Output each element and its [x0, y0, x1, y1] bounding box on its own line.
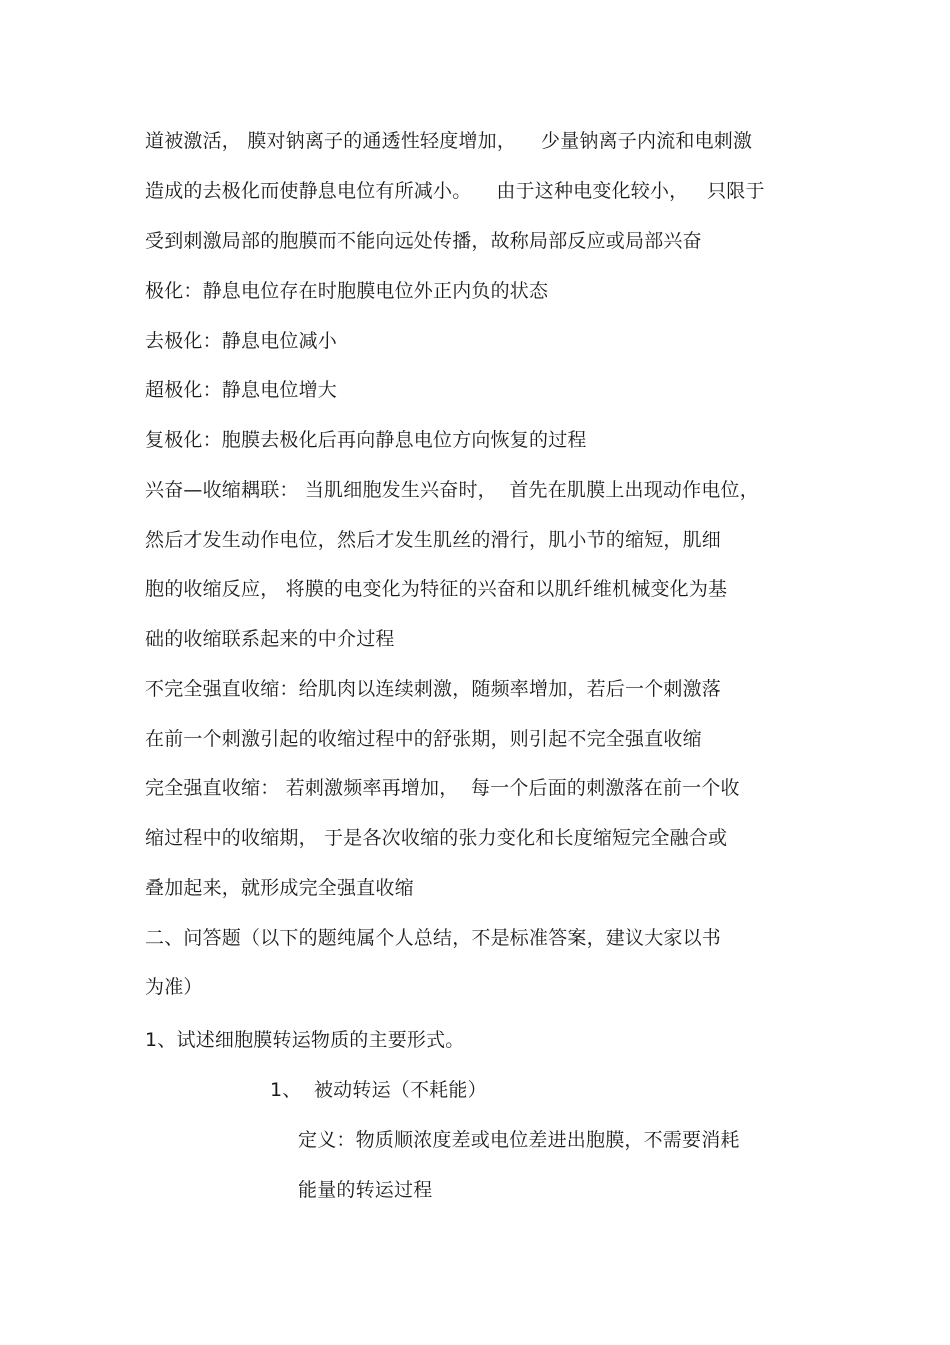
- definition-repolarization: 复极化：胞膜去极化后再向静息电位方向恢复的过程: [145, 429, 587, 451]
- paragraph-line: 胞的收缩反应， 将膜的电变化为特征的兴奋和以肌纤维机械变化为基: [145, 578, 728, 600]
- definition-incomplete-tetanus: 不完全强直收缩：给肌肉以连续刺激，随频率增加，若后一个刺激落: [145, 678, 722, 700]
- paragraph-line: 受到刺激局部的胞膜而不能向远处传播，故称局部反应或局部兴奋: [145, 230, 702, 252]
- answer-definition: 定义：物质顺浓度差或电位差进出胞膜，不需要消耗: [298, 1129, 740, 1151]
- paragraph-line: 缩过程中的收缩期， 于是各次收缩的张力变化和长度缩短完全融合或: [145, 827, 728, 849]
- section-heading: 二、问答题（以下的题纯属个人总结，不是标准答案，建议大家以书: [145, 927, 722, 949]
- answer-definition-continued: 能量的转运过程: [298, 1179, 433, 1201]
- section-heading-continued: 为准）: [145, 976, 203, 998]
- definition-complete-tetanus: 完全强直收缩： 若刺激频率再增加， 每一个后面的刺激落在前一个收: [145, 777, 740, 799]
- answer-item-1: 1、 被动转运（不耗能）: [270, 1079, 487, 1101]
- question-1: 1、试述细胞膜转运物质的主要形式。: [145, 1029, 465, 1051]
- paragraph-line: 道被激活， 膜对钠离子的通透性轻度增加， 少量钠离子内流和电刺激: [145, 130, 753, 152]
- paragraph-line: 在前一个刺激引起的收缩过程中的舒张期，则引起不完全强直收缩: [145, 728, 702, 750]
- definition-depolarization: 去极化：静息电位减小: [145, 330, 338, 352]
- definition-polarization: 极化：静息电位存在时胞膜电位外正内负的状态: [145, 280, 549, 302]
- paragraph-line: 叠加起来，就形成完全强直收缩: [145, 877, 414, 899]
- paragraph-line: 础的收缩联系起来的中介过程: [145, 628, 395, 650]
- definition-hyperpolarization: 超极化：静息电位增大: [145, 379, 338, 401]
- paragraph-line: 然后才发生动作电位，然后才发生肌丝的滑行，肌小节的缩短，肌细: [145, 529, 722, 551]
- paragraph-line: 造成的去极化而使静息电位有所减小。 由于这种电变化较小， 只限于: [145, 180, 765, 202]
- definition-excitation-contraction-coupling: 兴奋—收缩耦联： 当肌细胞发生兴奋时， 首先在肌膜上出现动作电位，: [145, 479, 759, 501]
